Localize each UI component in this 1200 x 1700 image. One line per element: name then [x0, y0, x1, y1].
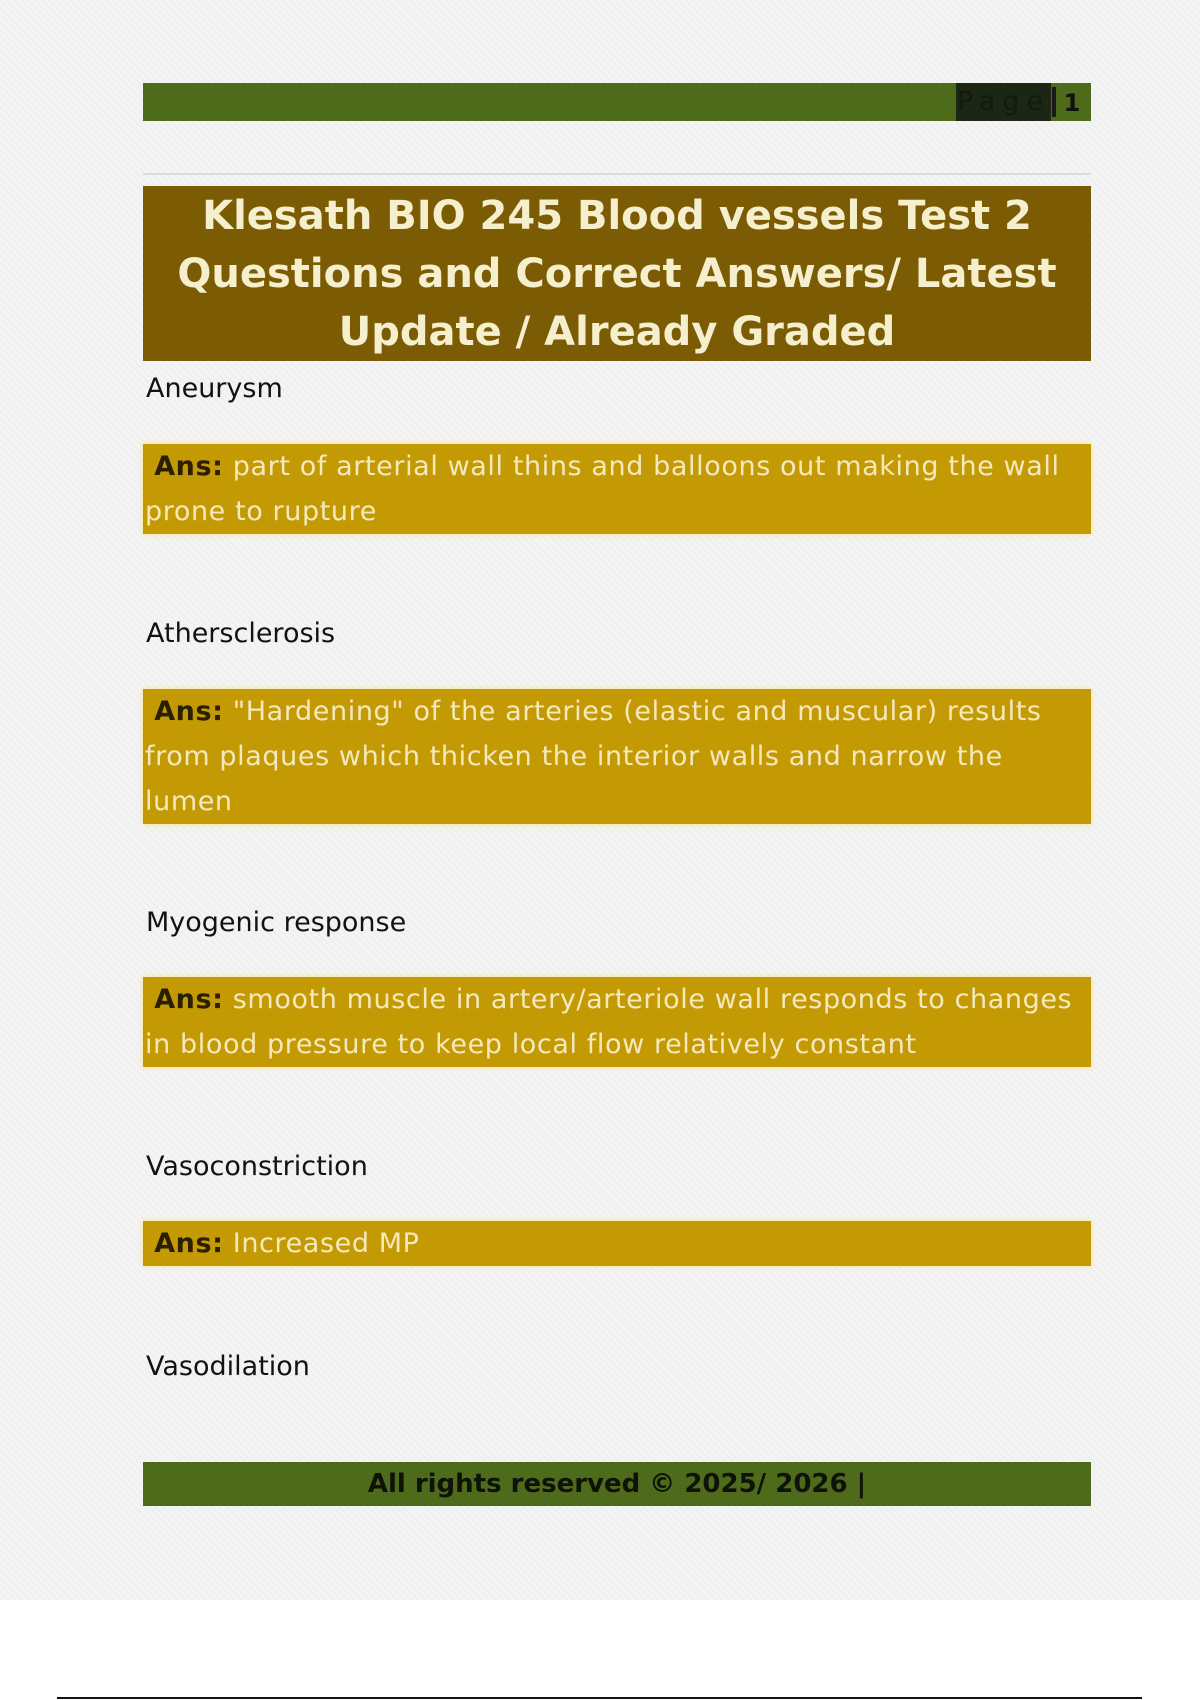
term-3: Myogenic response [146, 907, 407, 938]
term-2: Athersclerosis [146, 618, 336, 649]
answer-text-1: part of arterial wall thins and balloons out making the wall prone to rupture [145, 451, 1060, 527]
answer-label: Ans: [154, 1228, 224, 1259]
document-title-banner [143, 186, 1091, 361]
page-label: Page [956, 83, 1051, 121]
term-5: Vasodilation [146, 1351, 310, 1382]
bottom-rule [57, 1697, 1142, 1699]
answer-text-2: "Hardening" of the arteries (elastic and muscular) results from plaques which thicken the interior walls and narrow the lumen [145, 696, 1042, 817]
answer-box-3 [143, 977, 1091, 1067]
answer-box-2 [143, 689, 1091, 824]
answer-label: Ans: [154, 984, 224, 1015]
answer-text-3: smooth muscle in artery/arteriole wall responds to changes in blood pressure to keep local flow relatively constant [145, 984, 1073, 1060]
footer-copyright: All rights reserved © 2025/ 2026 | [367, 1469, 867, 1499]
page-header-bar [143, 83, 1091, 121]
page-number-separator [1052, 87, 1056, 117]
page-number: 1 [1063, 89, 1081, 117]
answer-label: Ans: [154, 696, 224, 727]
document-title: Klesath BIO 245 Blood vessels Test 2 Questions and Correct Answers/ Latest Update / Already Graded [177, 192, 1057, 355]
answer-text-4: Increased MP [232, 1228, 420, 1259]
term-1: Aneurysm [146, 373, 283, 404]
answer-box-1 [143, 444, 1091, 534]
header-divider [143, 173, 1091, 175]
answer-box-4 [143, 1221, 1091, 1266]
term-4: Vasoconstriction [146, 1151, 368, 1182]
page-footer-bar [143, 1462, 1091, 1506]
answer-label: Ans: [154, 451, 224, 482]
